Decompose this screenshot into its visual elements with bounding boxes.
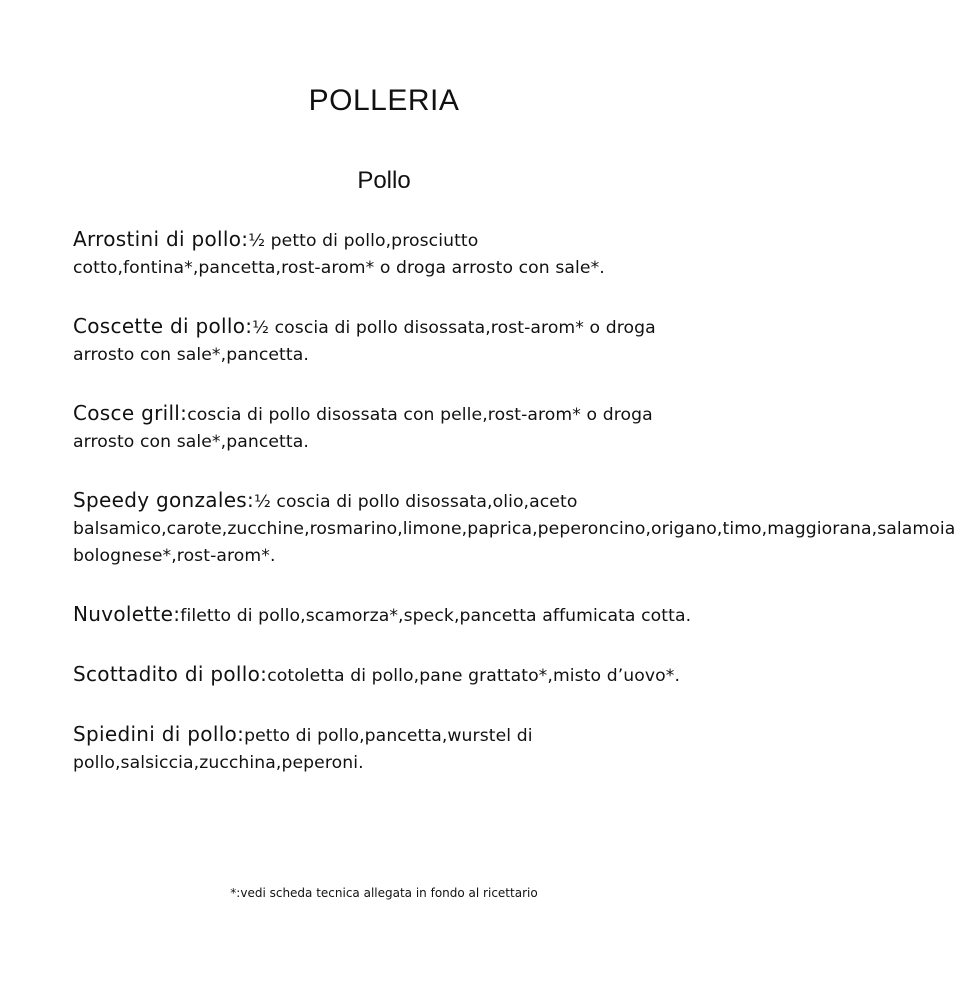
recipe-description: coscia di pollo disossata con pelle,rost-arom* o droga arrosto con sale*,pancetta. — [73, 405, 653, 452]
recipe-name: Spiedini di pollo: — [73, 722, 245, 746]
footnote: *:vedi scheda tecnica allegata in fondo al ricettario — [230, 886, 538, 900]
recipe-entry — [73, 601, 713, 630]
recipe-entry — [73, 661, 713, 690]
recipe-entry — [73, 487, 955, 570]
recipe-name: Cosce grill: — [73, 401, 188, 425]
recipe-entry — [73, 313, 713, 369]
recipe-name: Speedy gonzales: — [73, 488, 255, 512]
recipe-list — [73, 226, 955, 808]
recipe-description: petto di pollo,pancetta,wurstel di pollo,salsiccia,zucchina,peperoni. — [73, 726, 533, 773]
recipe-description: ½ coscia di pollo disossata,rost-arom* o droga arrosto con sale*,pancetta. — [73, 318, 656, 365]
recipe-description: cotoletta di pollo,pane grattato*,misto d’uovo*. — [267, 666, 681, 686]
recipe-entry — [73, 400, 713, 456]
recipe-name: Scottadito di pollo: — [73, 662, 268, 686]
section-title: Pollo — [357, 167, 411, 194]
recipe-description: filetto di pollo,scamorza*,speck,pancetta affumicata cotta. — [180, 606, 692, 626]
recipe-description: ½ petto di pollo,prosciutto cotto,fontina*,pancetta,rost-arom* o droga arrosto con sale*. — [73, 231, 605, 278]
recipe-entry — [73, 226, 713, 282]
recipe-entry — [73, 721, 713, 777]
recipe-name: Arrostini di pollo: — [73, 227, 249, 251]
recipe-description: ½ coscia di pollo disossata,olio,aceto balsamico,carote,zucchine,rosmarino,limone,paprica,peperoncino,origano,timo,maggiorana,salamoia bolognese*,rost-arom*. — [73, 492, 955, 566]
recipe-name: Nuvolette: — [73, 602, 181, 626]
page-title: POLLERIA — [308, 84, 460, 117]
recipe-name: Coscette di pollo: — [73, 314, 253, 338]
